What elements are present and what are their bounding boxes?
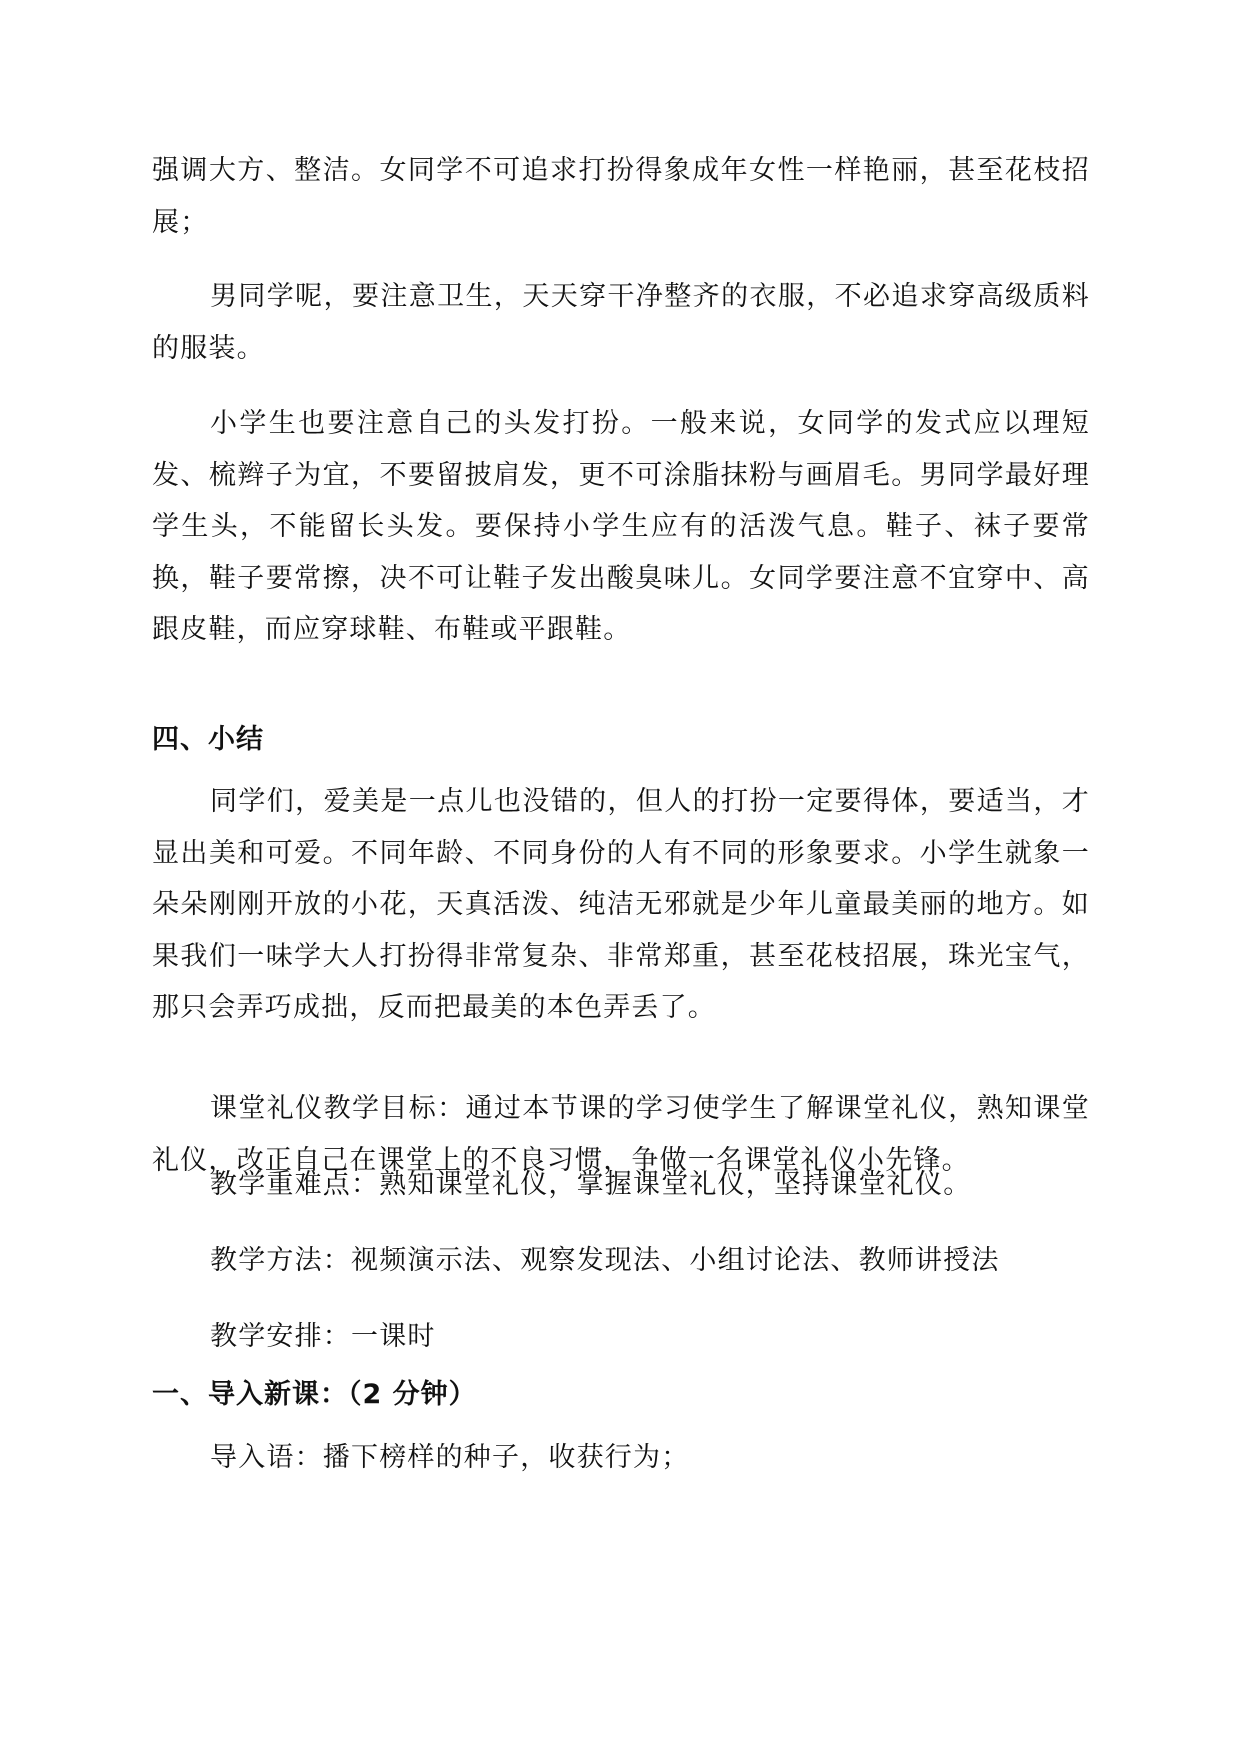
paragraph-summary: 同学们，爱美是一点儿也没错的，但人的打扮一定要得体，要适当，才显出美和可爱。不同年龄、不同身份的人有不同的形象要求。小学生就象一朵朵刚刚开放的小花，天真活泼、纯洁无邪就是少年儿童最美丽的地方。如果我们一味学大人打扮得非常复杂、非常郑重，甚至花枝招展，珠光宝气，那只会弄巧成拙，反而把最美的本色弄丢了。: [152, 786, 1090, 1024]
section-heading-summary: 四、小结: [152, 724, 264, 755]
paragraph-hair-shoes: 小学生也要注意自己的头发打扮。一般来说，女同学的发式应以理短发、梳辫子为宜，不要留披肩发，更不可涂脂抹粉与画眉毛。男同学最好理学生头，不能留长头发。要保持小学生应有的活泼气息。鞋子、袜子要常换，鞋子要常擦，决不可让鞋子发出酸臭味儿。女同学要注意不宜穿中、高跟皮鞋，而应穿球鞋、布鞋或平跟鞋。: [152, 408, 1090, 646]
paragraph-key-points: 教学重难点：熟知课堂礼仪，掌握课堂礼仪，坚持课堂礼仪。: [210, 1169, 972, 1200]
paragraph-teaching-goal: 课堂礼仪教学目标：通过本节课的学习使学生了解课堂礼仪，熟知课堂礼仪，改正自己在课堂上的不良习惯，争做一名课堂礼仪小先锋。: [152, 1093, 1090, 1176]
paragraph-schedule: 教学安排：一课时: [210, 1321, 436, 1352]
paragraph-dress-intro: 强调大方、整洁。女同学不可追求打扮得象成年女性一样艳丽，甚至花枝招展；: [152, 155, 1090, 238]
paragraph-intro-line: 导入语：播下榜样的种子，收获行为；: [210, 1442, 690, 1473]
section-heading-intro: 一、导入新课：（2 分钟）: [152, 1379, 477, 1410]
paragraph-teaching-method: 教学方法：视频演示法、观察发现法、小组讨论法、教师讲授法: [210, 1245, 1000, 1276]
paragraph-boys-dress: 男同学呢，要注意卫生，天天穿干净整齐的衣服，不必追求穿高级质料的服装。: [152, 281, 1090, 364]
